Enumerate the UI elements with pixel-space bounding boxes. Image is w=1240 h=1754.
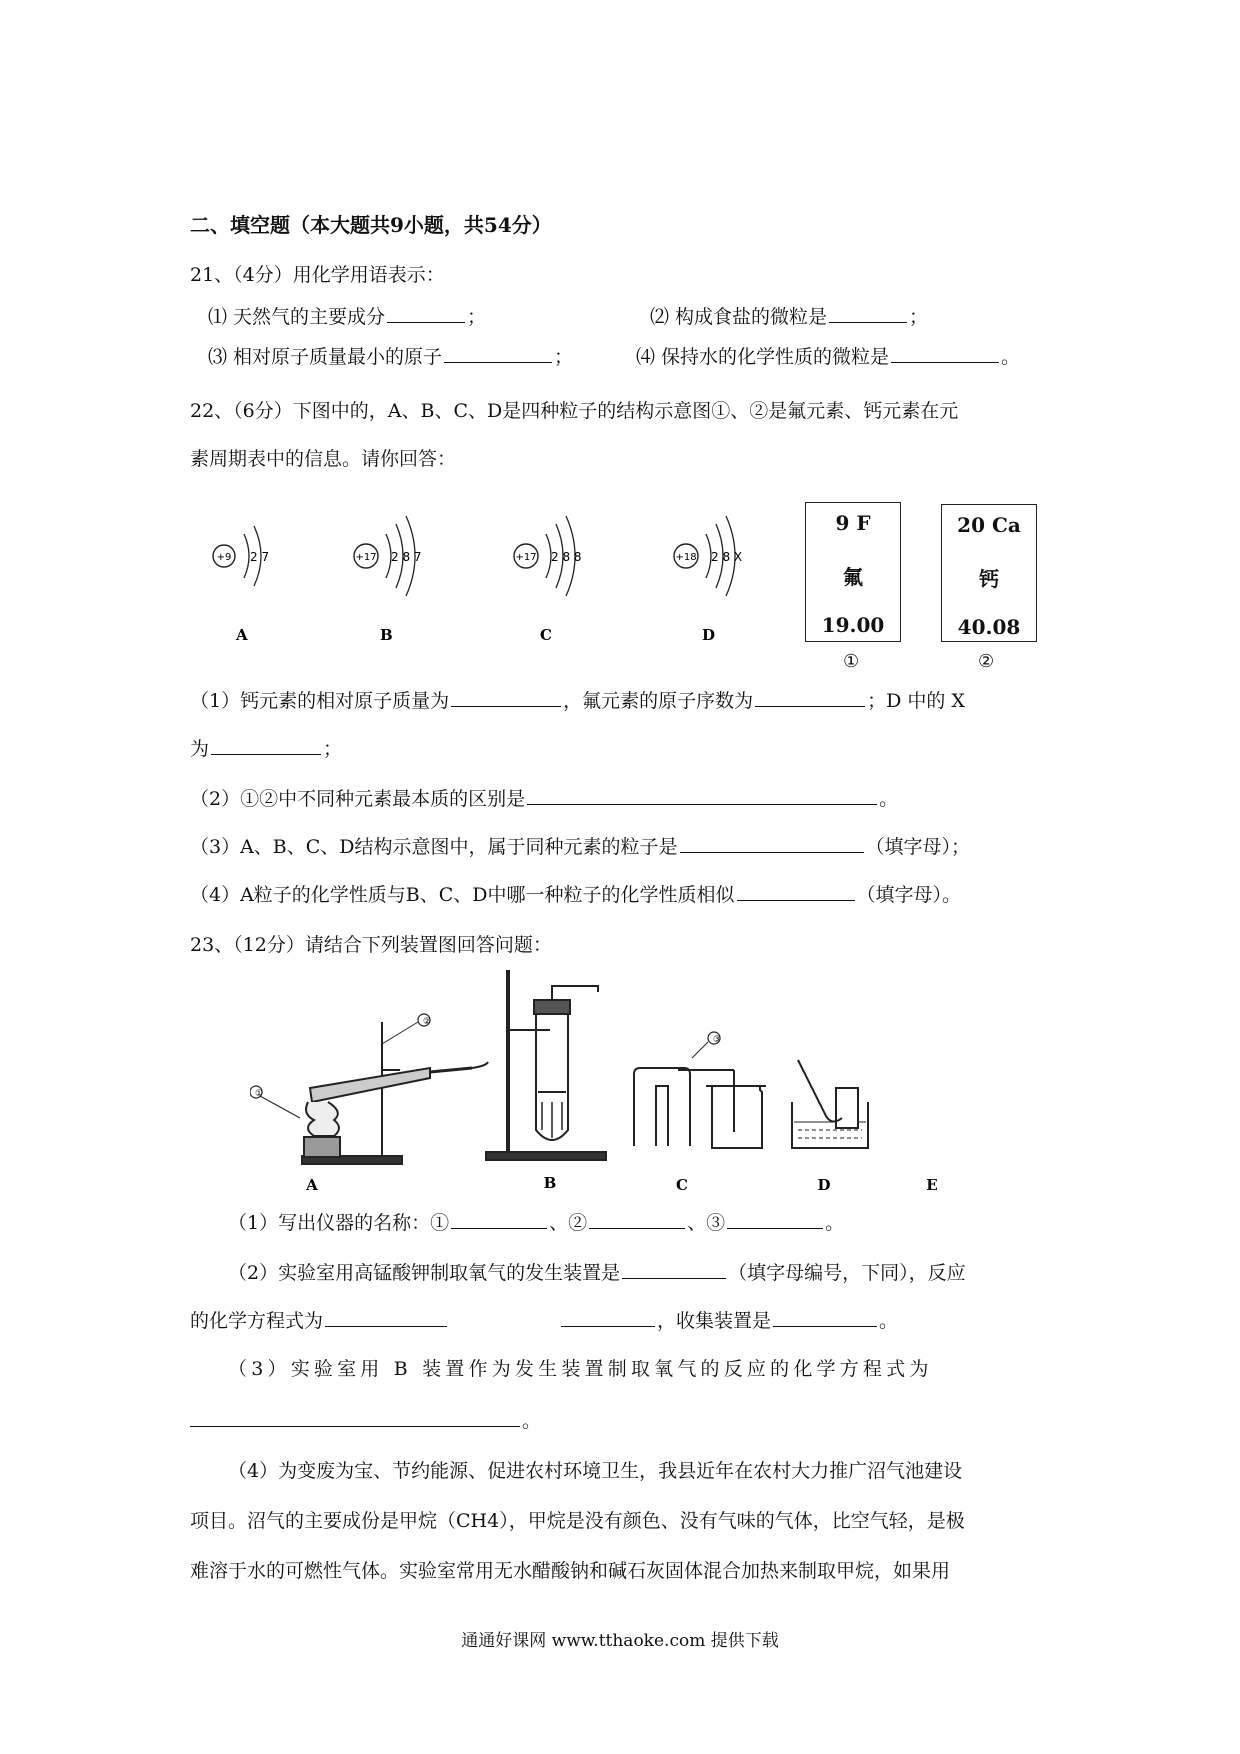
q22-sub1-semi: ；	[323, 738, 343, 760]
q23-sub1-b: 、②	[549, 1212, 588, 1234]
tile-ca-name: 钙	[979, 567, 999, 591]
q21-end: 。	[1001, 346, 1021, 368]
q22-sub1-c: ；D 中的 X	[867, 690, 965, 712]
q21-stem: 21、（4分）用化学用语表示：	[190, 264, 445, 286]
q21-part2	[650, 302, 928, 330]
q22-sub1-line2	[190, 734, 342, 762]
q22-sub3	[190, 832, 970, 860]
apparatus-e	[792, 1060, 868, 1148]
apparatus-b	[486, 970, 606, 1160]
q23-sub4-line2: 项目。沼气的主要成份是甲烷（CH4），甲烷是没有颜色、没有气味的气体，比空气轻，是极	[190, 1510, 965, 1532]
atom-d-shells: 2 8 X	[711, 550, 743, 564]
q21-blank1[interactable]	[387, 302, 465, 323]
atom-a-label: A	[236, 626, 248, 644]
tile-f-name: 氟	[843, 565, 863, 589]
tile-f-mass: 19.00	[821, 613, 885, 637]
q22-sub2-text: （2）①②中不同种元素最本质的区别是	[190, 788, 526, 810]
q23-blank-equation-part1[interactable]	[325, 1306, 447, 1327]
q23-blank-equation-part2[interactable]	[561, 1306, 655, 1327]
atom-c-shells: 2 8 8	[551, 550, 582, 564]
mark-2: ②	[422, 1017, 432, 1027]
q22-blank-ca-mass[interactable]	[451, 686, 561, 707]
element-tile-fluorine	[805, 502, 901, 642]
element-tile-calcium	[941, 504, 1037, 642]
q21-blank4[interactable]	[891, 342, 999, 363]
tile-ca-mass: 40.08	[957, 615, 1021, 639]
q22-sub1-b: ，氟元素的原子序数为	[563, 690, 754, 712]
q22-sub1-a: （1）钙元素的相对原子质量为	[190, 690, 450, 712]
atom-a-diagram	[213, 526, 269, 644]
apparatus-c	[634, 1032, 720, 1146]
mark-3: ③	[712, 1035, 722, 1045]
q23-stem: 23、（12分）请结合下列装置图回答问题：	[190, 934, 552, 956]
q22-blank-difference[interactable]	[527, 784, 877, 805]
section-title: 二、填空题（本大题共9小题，共54分）	[190, 213, 552, 237]
apparatus-label-e: E	[926, 1176, 938, 1192]
apparatus-label-b: B	[543, 1174, 557, 1192]
q23-sub2-line1	[228, 1258, 966, 1286]
atom-c-diagram	[514, 516, 582, 644]
q21-part3	[208, 342, 573, 370]
q23-blank-collector[interactable]	[773, 1306, 877, 1327]
q22-sub4	[190, 880, 961, 908]
atom-d-diagram	[674, 516, 742, 644]
lab-apparatus-diagram	[250, 962, 990, 1192]
q23-sub3-line1: （3）实验室用 B 装置作为发生装置制取氧气的反应的化学方程式为	[228, 1358, 933, 1380]
atom-a-shells: 2 7	[250, 550, 270, 564]
q22-sub2	[190, 784, 898, 812]
q23-blank-instrument2[interactable]	[589, 1208, 685, 1229]
mark-1: ①	[254, 1089, 264, 1099]
q23-sub2-line2	[190, 1306, 898, 1334]
tile-ca-number-symbol: 20 Ca	[957, 513, 1021, 537]
q22-blank-similar[interactable]	[737, 880, 855, 901]
q21-blank2[interactable]	[829, 302, 907, 323]
q22-blank-f-number[interactable]	[755, 686, 865, 707]
page-footer: 通通好课网 www.tthaoke.com 提供下载	[461, 1631, 779, 1651]
q21-part4-text: ⑷ 保持水的化学性质的微粒是	[636, 346, 890, 368]
q22-sub4-a: （4）A粒子的化学性质与B、C、D中哪一种粒子的化学性质相似	[190, 884, 735, 906]
q21-part2-text: ⑵ 构成食盐的微粒是	[650, 306, 828, 328]
q23-sub4-line1: （4）为变废为宝、节约能源、促进农村环境卫生，我县近年在农村大力推广沼气池建设	[228, 1460, 963, 1482]
q22-sub3-a: （3）A、B、C、D结构示意图中，属于同种元素的粒子是	[190, 836, 678, 858]
q21-blank3[interactable]	[444, 342, 552, 363]
q22-blank-x[interactable]	[211, 734, 321, 755]
apparatus-d	[678, 1070, 766, 1148]
q21-part1	[208, 302, 486, 330]
atom-c-label: C	[540, 626, 552, 644]
q22-sub1-d: 为	[190, 738, 210, 760]
q23-blank-generator[interactable]	[622, 1258, 726, 1279]
atom-b-label: B	[380, 626, 393, 644]
atom-d-label: D	[702, 626, 716, 644]
q23-blank-b-equation[interactable]	[190, 1406, 520, 1427]
q22-sub3-b: （填字母）；	[865, 836, 971, 858]
q21-semi2: ；	[909, 306, 929, 328]
q21-part4	[636, 342, 1020, 370]
q23-sub3-line2	[190, 1406, 541, 1434]
apparatus-label-d: D	[817, 1176, 831, 1192]
tile-ca-mark: ②	[978, 651, 995, 672]
atom-b-diagram	[354, 516, 422, 644]
q23-sub2-a: （2）实验室用高锰酸钾制取氧气的发生装置是	[228, 1262, 621, 1284]
tile-f-number-symbol: 9 F	[835, 511, 871, 535]
q21-semi1: ；	[467, 306, 487, 328]
atom-b-shells: 2 8 7	[391, 550, 422, 564]
q23-sub2-b: （填字母编号，下同），反应	[728, 1262, 966, 1284]
q23-sub4-line3: 难溶于水的可燃性气体。实验室常用无水醋酸钠和碱石灰固体混合加热来制取甲烷，如果用	[190, 1560, 951, 1582]
atom-b-nucleus: +17	[355, 552, 377, 563]
q21-semi3: ；	[554, 346, 574, 368]
q23-blank-instrument3[interactable]	[727, 1208, 823, 1229]
apparatus-a	[250, 1014, 488, 1164]
q23-sub1	[228, 1208, 844, 1236]
q21-part1-text: ⑴ 天然气的主要成分	[208, 306, 386, 328]
q23-sub2-d: ，收集装置是	[657, 1310, 772, 1332]
q23-sub1-end: 。	[825, 1212, 845, 1234]
q21-part3-text: ⑶ 相对原子质量最小的原子	[208, 346, 443, 368]
q22-sub1-line1	[190, 686, 965, 714]
atom-c-nucleus: +17	[515, 552, 537, 563]
q22-sub4-b: （填字母）。	[856, 884, 962, 906]
atom-structure-diagrams	[190, 500, 790, 650]
tile-f-mark: ①	[843, 651, 860, 672]
q22-blank-same-element[interactable]	[680, 832, 864, 853]
q23-sub1-a: （1）写出仪器的名称：①	[228, 1212, 450, 1234]
atom-d-nucleus: +18	[675, 552, 697, 563]
q23-blank-instrument1[interactable]	[451, 1208, 547, 1229]
q22-stem-line1: 22、（6分）下图中的，A、B、C、D是四种粒子的结构示意图①、②是氟元素、钙元素在元	[190, 400, 959, 422]
q22-sub2-end: 。	[879, 788, 899, 810]
q23-sub2-c: 的化学方程式为	[190, 1310, 324, 1332]
atom-a-nucleus: +9	[216, 552, 232, 563]
q22-stem-line2: 素周期表中的信息。请你回答：	[190, 448, 457, 470]
apparatus-label-c: C	[676, 1176, 688, 1192]
apparatus-label-a: A	[306, 1176, 318, 1192]
q23-sub1-c: 、③	[687, 1212, 726, 1234]
q23-sub3-end: 。	[522, 1410, 542, 1432]
q23-sub2-end: 。	[879, 1310, 899, 1332]
